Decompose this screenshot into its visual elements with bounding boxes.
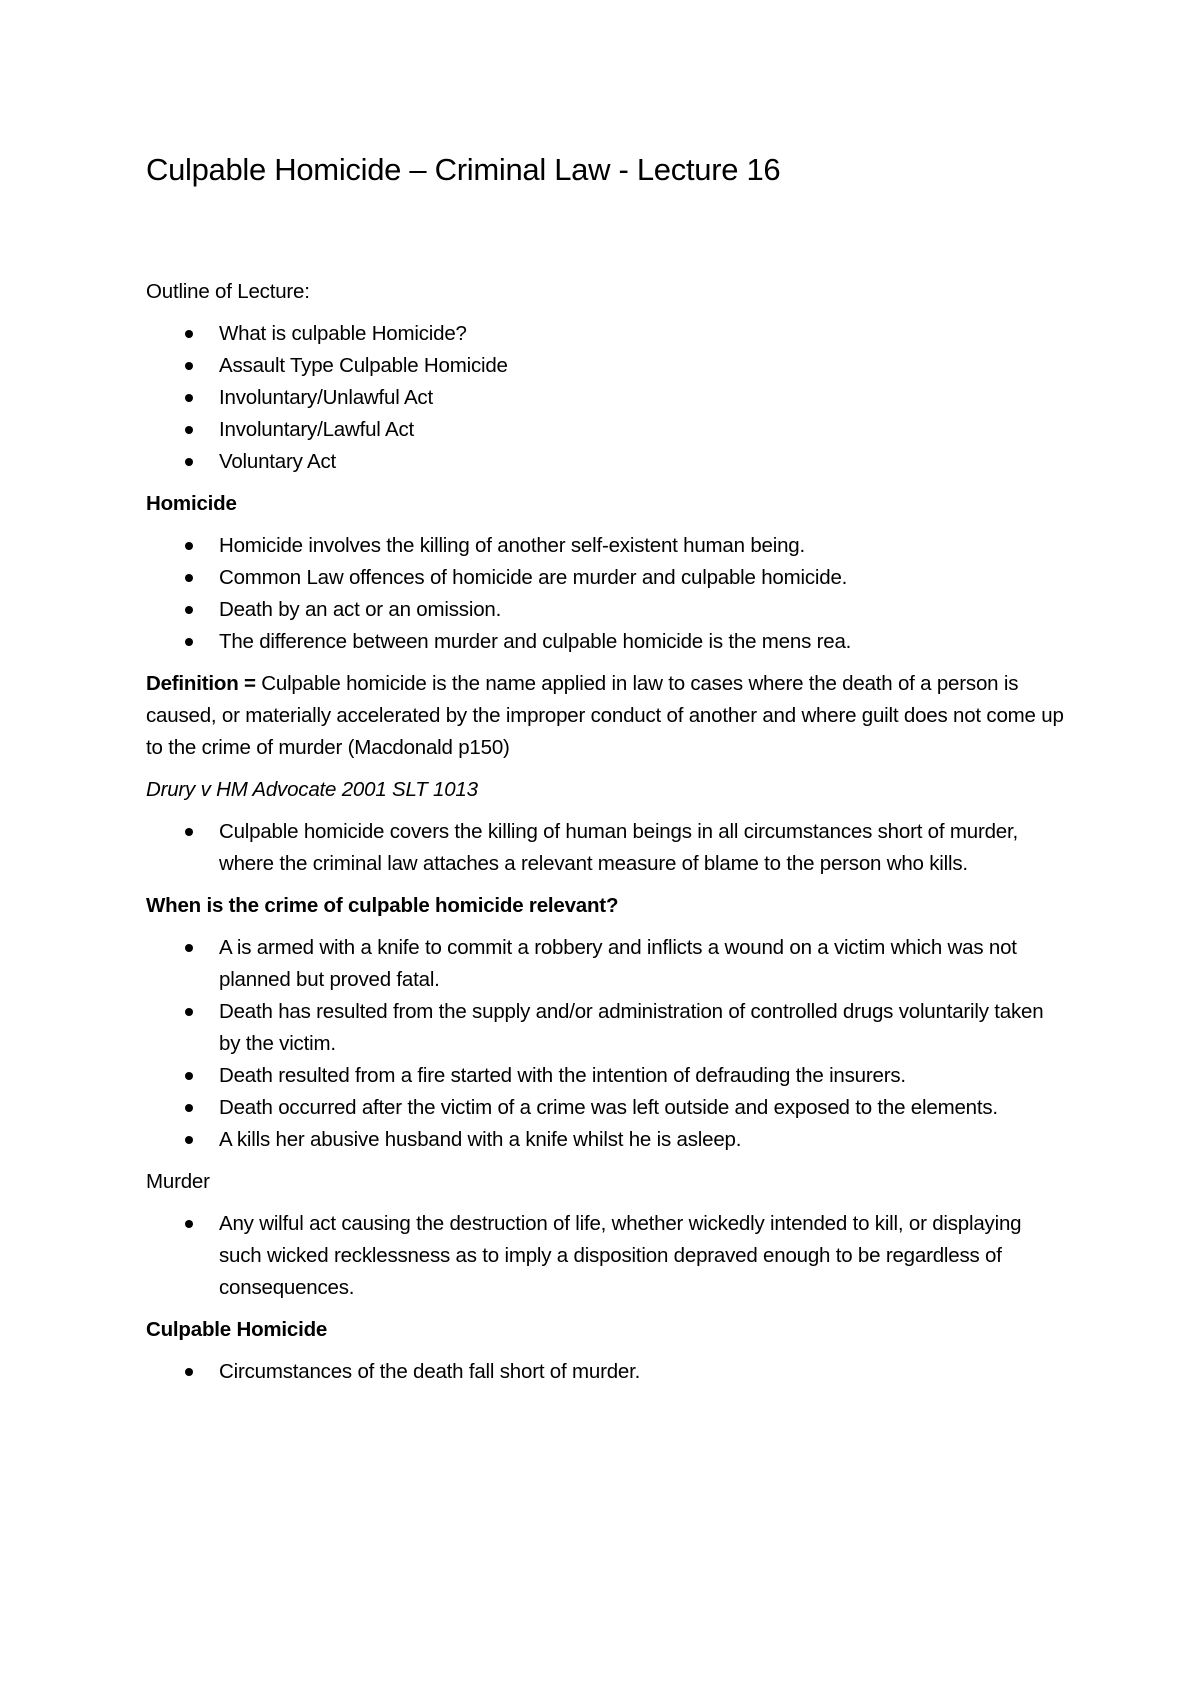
list-item: Any wilful act causing the destruction of life, whether wickedly intended to kill, or displaying such wicked recklessness as to imply a disposition depraved enough to be regardless of consequences.: [146, 1208, 1066, 1304]
list-item: Voluntary Act: [146, 446, 1066, 478]
bullet-icon: [185, 1008, 193, 1016]
list-item: Death by an act or an omission.: [146, 594, 1066, 626]
document-title: Culpable Homicide – Criminal Law - Lecture 16: [146, 152, 781, 187]
section-heading-culpable-homicide: Culpable Homicide: [146, 1318, 328, 1341]
list-item: The difference between murder and culpable homicide is the mens rea.: [146, 626, 1066, 658]
list-item: A is armed with a knife to commit a robbery and inflicts a wound on a victim which was not planned but proved fatal.: [146, 932, 1066, 996]
bullet-icon: [185, 606, 193, 614]
section-heading-homicide: Homicide: [146, 492, 237, 515]
definition-label: Definition =: [146, 672, 256, 695]
list-item: A kills her abusive husband with a knife whilst he is asleep.: [146, 1124, 1066, 1156]
bullet-icon: [185, 542, 193, 550]
homicide-list: [146, 530, 1066, 658]
bullet-icon: [185, 426, 193, 434]
list-item: Assault Type Culpable Homicide: [146, 350, 1066, 382]
list-item: Involuntary/Lawful Act: [146, 414, 1066, 446]
bullet-icon: [185, 574, 193, 582]
definition-text: Culpable homicide is the name applied in law to cases where the death of a person is caused, or materially accelerated by the improper conduct of another and where guilt does not come up to the crime of murder (Macdonald p150): [146, 672, 1064, 759]
list-item: Culpable homicide covers the killing of human beings in all circumstances short of murder, where the criminal law attaches a relevant measure of blame to the person who kills.: [146, 816, 1066, 880]
bullet-icon: [185, 828, 193, 836]
case-list: [146, 816, 1066, 880]
list-item: What is culpable Homicide?: [146, 318, 1066, 350]
bullet-icon: [185, 1136, 193, 1144]
list-item: Circumstances of the death fall short of murder.: [146, 1356, 1066, 1388]
bullet-icon: [185, 1072, 193, 1080]
list-item: Homicide involves the killing of another self-existent human being.: [146, 530, 1066, 562]
bullet-icon: [185, 458, 193, 466]
bullet-icon: [185, 1104, 193, 1112]
outline-label: Outline of Lecture:: [146, 280, 310, 303]
case-citation: Drury v HM Advocate 2001 SLT 1013: [146, 778, 478, 801]
section-heading-murder: Murder: [146, 1170, 210, 1193]
relevance-list: [146, 932, 1066, 1156]
list-item: Death resulted from a fire started with the intention of defrauding the insurers.: [146, 1060, 1066, 1092]
murder-list: [146, 1208, 1066, 1304]
bullet-icon: [185, 1220, 193, 1228]
culpable-homicide-list: [146, 1356, 1066, 1388]
section-heading-relevance: When is the crime of culpable homicide relevant?: [146, 894, 619, 917]
bullet-icon: [185, 638, 193, 646]
definition-paragraph: [146, 668, 1066, 764]
list-item: Involuntary/Unlawful Act: [146, 382, 1066, 414]
list-item: Common Law offences of homicide are murder and culpable homicide.: [146, 562, 1066, 594]
bullet-icon: [185, 1368, 193, 1376]
document-body: [146, 150, 1066, 1398]
list-item: Death occurred after the victim of a crime was left outside and exposed to the elements.: [146, 1092, 1066, 1124]
list-item: Death has resulted from the supply and/or administration of controlled drugs voluntarily taken by the victim.: [146, 996, 1066, 1060]
bullet-icon: [185, 394, 193, 402]
bullet-icon: [185, 362, 193, 370]
bullet-icon: [185, 944, 193, 952]
bullet-icon: [185, 330, 193, 338]
outline-list: [146, 318, 1066, 478]
